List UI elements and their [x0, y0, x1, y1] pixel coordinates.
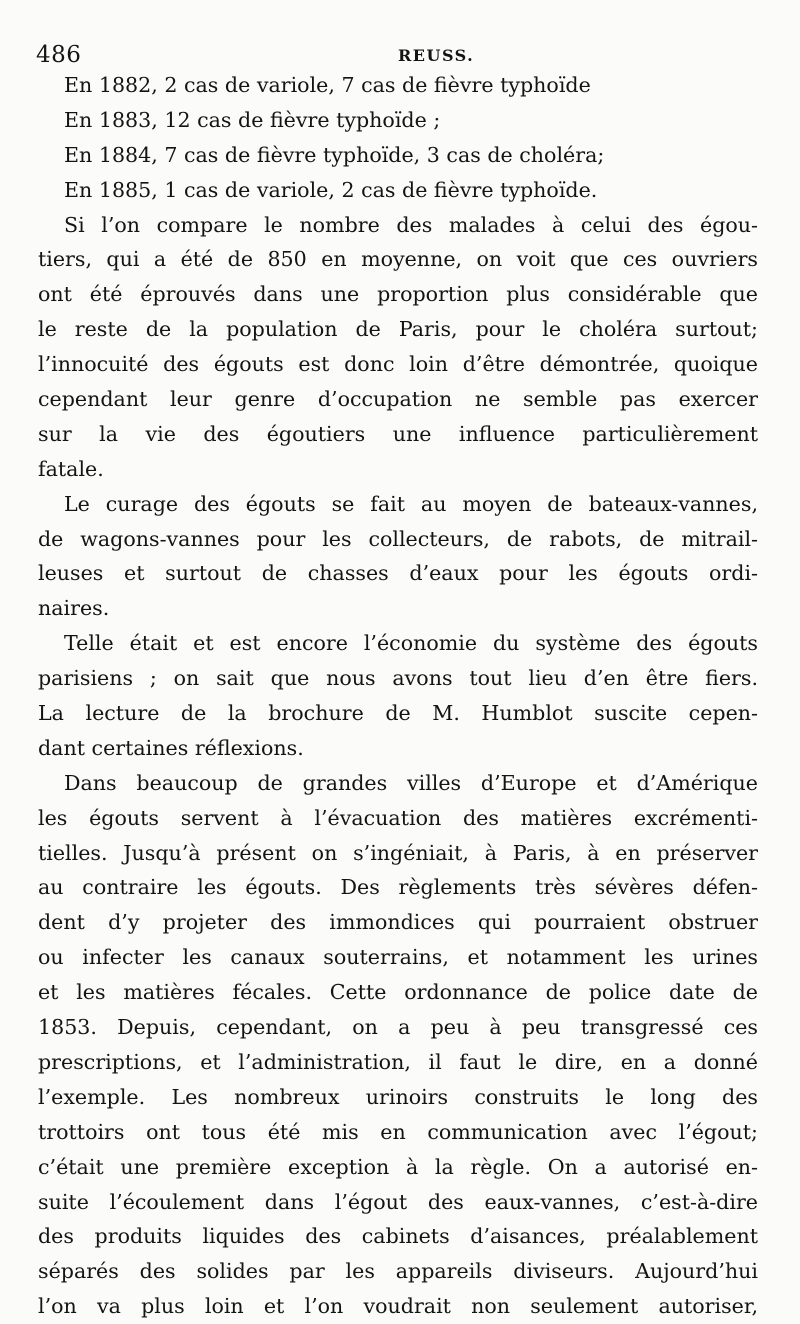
text-line: des produits liquides des cabinets d’aisances, préalablement	[38, 1224, 758, 1249]
text-line: de wagons-vannes pour les collecteurs, de rabots, de mitrail-	[38, 526, 758, 551]
text-line: dent d’y projeter des immondices qui pourraient obstruer	[38, 910, 758, 935]
text-line: fatale.	[38, 456, 104, 481]
text-line: leuses et surtout de chasses d’eaux pour les égouts ordi-	[38, 561, 758, 586]
text-line: ou infecter les canaux souterrains, et notamment les urines	[38, 945, 758, 970]
text-line: Telle était et est encore l’économie du système des égouts	[64, 631, 758, 656]
text-line: l’on va plus loin et l’on voudrait non seulement autoriser,	[38, 1294, 758, 1319]
text-line: Si l’on compare le nombre des malades à celui des égou-	[64, 212, 758, 237]
text-line: trottoirs ont tous été mis en communication avec l’égout;	[38, 1119, 758, 1144]
text-line: et les matières fécales. Cette ordonnance de police date de	[38, 980, 758, 1005]
text-line: prescriptions, et l’administration, il faut le dire, en a donné	[38, 1049, 758, 1074]
text-line: séparés des solides par les appareils diviseurs. Aujourd’hui	[38, 1259, 758, 1284]
text-line: le reste de la population de Paris, pour le choléra surtout;	[38, 317, 758, 342]
text-line: Dans beaucoup de grandes villes d’Europe et d’Amérique	[64, 770, 758, 795]
text-line: En 1884, 7 cas de fièvre typhoïde, 3 cas de choléra;	[64, 142, 605, 167]
text-line: cependant leur genre d’occupation ne semble pas exercer	[38, 387, 758, 412]
text-line: naires.	[38, 596, 110, 621]
text-line: parisiens ; on sait que nous avons tout lieu d’en être fiers.	[38, 666, 758, 691]
text-line: 1853. Depuis, cependant, on a peu à peu transgressé ces	[38, 1015, 758, 1040]
text-line: En 1883, 12 cas de fièvre typhoïde ;	[64, 107, 441, 132]
text-line: suite l’écoulement dans l’égout des eaux-vannes, c’est-à-dire	[38, 1189, 758, 1214]
text-line: les égouts servent à l’évacuation des matières excrémenti-	[38, 805, 758, 830]
running-head: REUSS.	[398, 46, 475, 65]
text-line: ont été éprouvés dans une proportion plus considérable que	[38, 282, 758, 307]
text-line: l’innocuité des égouts est donc loin d’être démontrée, quoique	[38, 352, 758, 377]
text-line: En 1885, 1 cas de variole, 2 cas de fièvre typhoïde.	[64, 177, 598, 202]
text-line: En 1882, 2 cas de variole, 7 cas de fièvre typhoïde	[64, 73, 591, 97]
text-line: Le curage des égouts se fait au moyen de bateaux-vannes,	[64, 491, 758, 516]
page-number: 486	[36, 42, 82, 68]
body-text	[38, 68, 758, 1324]
text-line: l’exemple. Les nombreux urinoirs construits le long des	[38, 1084, 758, 1109]
text-line: au contraire les égouts. Des règlements très sévères défen-	[38, 875, 758, 900]
text-line: tielles. Jusqu’à présent on s’ingéniait, à Paris, à en préserver	[38, 840, 758, 865]
page-header	[36, 38, 756, 72]
text-line: dant certaines réflexions.	[38, 735, 304, 760]
text-line: La lecture de la brochure de M. Humblot suscite cepen-	[38, 701, 758, 726]
text-line: c’était une première exception à la règle. On a autorisé en-	[38, 1154, 758, 1179]
text-line: tiers, qui a été de 850 en moyenne, on voit que ces ouvriers	[38, 247, 758, 272]
text-line: sur la vie des égoutiers une influence particulièrement	[38, 421, 758, 446]
